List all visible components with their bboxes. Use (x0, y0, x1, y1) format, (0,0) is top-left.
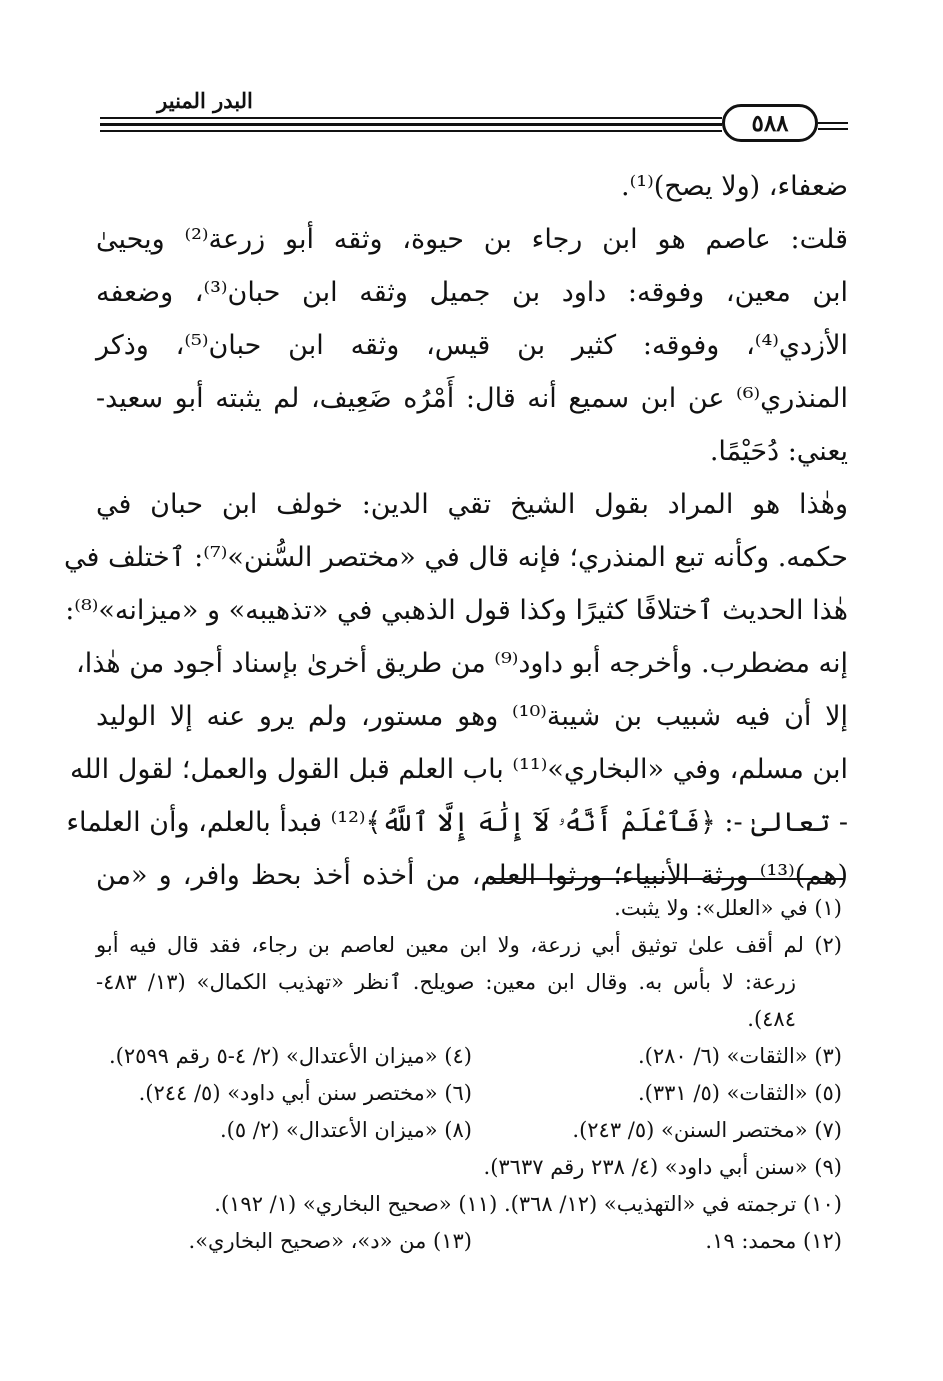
text-line: ابن مسلم، وفي «البخاري»⁽¹¹⁾ باب العلم قبل القول والعمل؛ لقول الله (70, 754, 848, 785)
header-rule (100, 123, 722, 126)
header-rule (818, 128, 848, 130)
text-line: حكمه. وكأنه تبع المنذري؛ فإنه قال في «مختصر السُّنن»⁽⁷⁾: ٱختلف في (64, 542, 848, 573)
text-line: ابن معين، وفوقه: داود بن جميل وثقه ابن حبان⁽³⁾، وضعفه (96, 277, 848, 308)
footnote-3: (٣) «الثقات» (٦/ ٢٨٠). (637, 1044, 842, 1068)
text-line: يعني: دُحَيْمًا. (709, 436, 848, 467)
text-line: إنه مضطرب. وأخرجه أبو داود⁽⁹⁾ من طريق أخرىٰ بإسناد أجود من هٰذا، (76, 648, 848, 679)
footnote-4: (٤) «ميزان الأعتدال» (٢/ ٤-٥ رقم ٢٥٩٩). (108, 1044, 472, 1068)
footnote-6: (٦) «مختصر سنن أبي داود» (٥/ ٢٤٤). (138, 1081, 472, 1105)
page-number-badge: ٥٨٨ (722, 104, 818, 142)
text-line: وهٰذا هو المراد بقول الشيخ تقي الدين: خولف ابن حبان في (96, 489, 848, 520)
footnote-separator (490, 878, 845, 880)
footnote-pair (96, 1075, 842, 1112)
footnote-8: (٨) «ميزان الأعتدال» (٢/ ٥). (219, 1118, 472, 1142)
header-rule (100, 117, 722, 119)
footnote-5: (٥) «الثقات» (٥/ ٣٣١). (637, 1081, 842, 1105)
footnote-2-continued: ٤٨٤). (747, 1007, 796, 1031)
text-line: إلا أن فيه شبيب بن شيبة⁽¹⁰⁾ وهو مستور، ولم يرو عنه إلا الوليد (96, 701, 849, 732)
footnotes (96, 890, 842, 1260)
text-line: المنذري⁽⁶⁾ عن ابن سميع أنه قال: أَمْرُه ضَعِيف، لم يثبته أبو سعيد- (96, 383, 848, 414)
footnote-7: (٧) «مختصر السنن» (٥/ ٢٤٣). (572, 1118, 842, 1142)
footnote-12: (١٢) محمد: ١٩. (705, 1229, 842, 1253)
text-line: - تعالىٰ -: ﴿فَٱعْلَمْ أَنَّهُۥ لَآ إِلَٰهَ إِلَّا ٱللَّهُ﴾⁽¹²⁾ فبدأ بالعلم، وأن العلماء (66, 807, 848, 838)
footnote-2: (٢) لم أقف علىٰ توثيق أبي زرعة، ولا ابن معين لعاصم بن رجاء، فقد قال فيه أبو (96, 933, 842, 957)
text-line: قلت: عاصم هو ابن رجاء بن حيوة، وثقه أبو زرعة⁽²⁾ ويحيىٰ (96, 224, 848, 255)
main-text (64, 160, 849, 902)
footnote-10-11: (١٠) ترجمته في «التهذيب» (١٢/ ٣٦٨). (١١) «صحيح البخاري» (١/ ١٩٢). (214, 1192, 842, 1216)
footnote-pair (96, 1038, 842, 1075)
footnote-pair (96, 1223, 842, 1260)
footnote-1: (١) في «العلل»: ولا يثبت. (614, 896, 842, 920)
text-line: هٰذا الحديث ٱختلافًا كثيرًا وكذا قول الذهبي في «تذهيبه» و «ميزانه»⁽⁸⁾: (65, 595, 848, 626)
header-rule (818, 122, 848, 124)
footnote-2-continued: زرعة: لا بأس به. وقال ابن معين: صويلح. ٱنظر «تهذيب الكمال» (١٣/ ٤٨٣- (96, 970, 796, 994)
footnote-9: (٩) «سنن أبي داود» (٤/ ٢٣٨ رقم ٣٦٣٧). (483, 1155, 842, 1179)
text-line: (هم)⁽¹³⁾ ورثة الأنبياء؛ ورثوا العلم، من أخذه أخذ بحظ وافر، و «من (96, 860, 848, 891)
footnote-13: (١٣) من «د»، «صحيح البخاري». (188, 1229, 472, 1253)
running-title: البدر المنير (157, 88, 253, 113)
text-line: الأزدي⁽⁴⁾، وفوقه: كثير بن قيس، وثقه ابن حبان⁽⁵⁾، وذكر (96, 330, 848, 361)
footnote-pair (96, 1112, 842, 1149)
header-rule (100, 130, 722, 132)
text-line: ضعفاء، (ولا يصح)⁽¹⁾. (621, 171, 848, 202)
